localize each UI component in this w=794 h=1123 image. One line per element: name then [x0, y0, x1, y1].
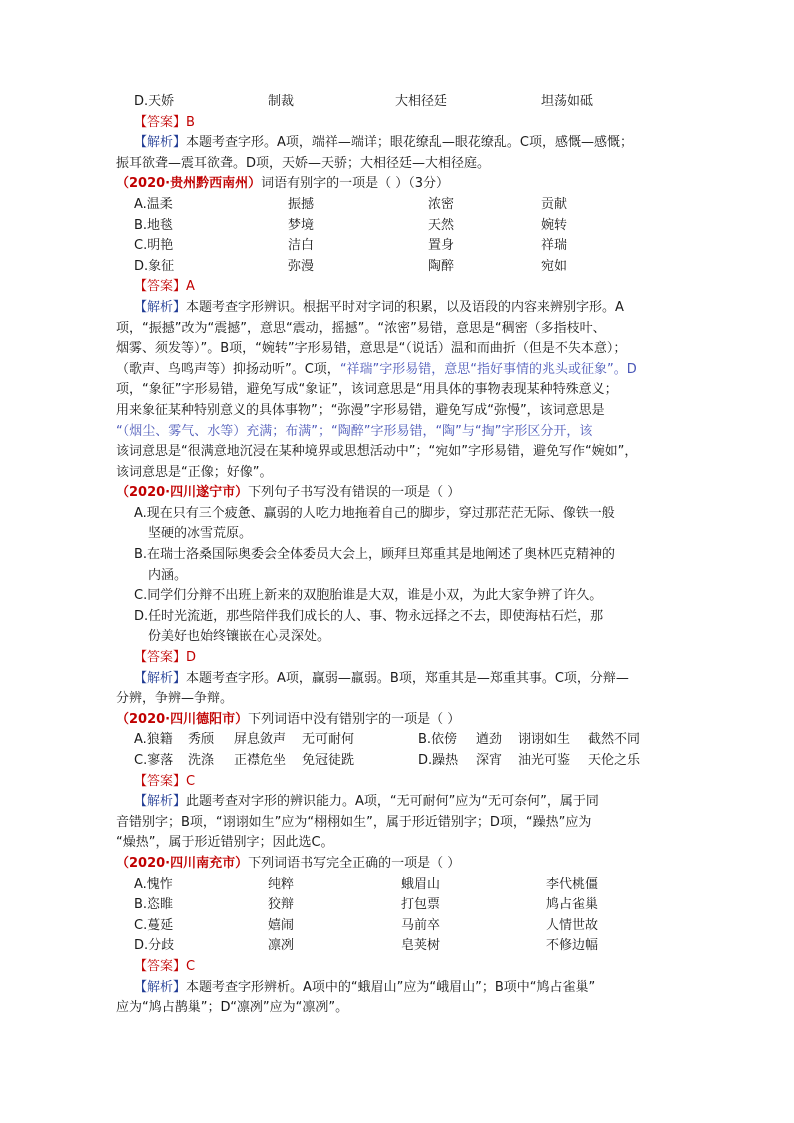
- q5-header: [116, 854, 706, 875]
- q3-source: （2020·四川遂宁市）: [116, 485, 249, 501]
- q5-answer: [116, 957, 706, 978]
- content: [116, 92, 706, 1019]
- q5-c-3: 马前卒: [401, 917, 441, 933]
- q1-analysis-2: 振耳欲聋—震耳欲聋。D项，天娇—天骄；大相径廷—大相径庭。: [116, 155, 491, 171]
- q2-analysis-9: 该词意思是“正像；好像”。: [116, 464, 273, 480]
- q2-analysis-7: “（烟尘、雾气、水等）充满；布满”；“陶醉”字形易错，“陶”与“掏”字形区分开，该: [116, 423, 593, 439]
- q3-option-b-2: 内涵。: [148, 567, 188, 583]
- q2-b-2: 梦境: [288, 217, 315, 233]
- q2-option-b: [116, 216, 706, 237]
- q2-option-a: [116, 195, 706, 216]
- q2-analysis-8: 该词意思是“很满意地沉浸在某种境界或思想活动中”；“宛如”字形易错，避免写作“婉如”，: [116, 444, 638, 460]
- q4-options-cd: [116, 751, 706, 772]
- q2-analysis-3: 烟雾、须发等）”。B项，“婉转”字形易错，意思是“（说话）温和而曲折（但是不失本意）；: [116, 341, 627, 357]
- q4-a-3: 屏息敛声: [234, 732, 287, 748]
- q3-option-a-1: A.现在只有三个疲惫、赢弱的人吃力地拖着自己的脚步，穿过那茫茫无际、像铁一般: [134, 505, 615, 521]
- q5-option-d: [116, 936, 706, 957]
- q5-c-4: 人情世故: [546, 917, 599, 933]
- q5-analysis-2: 应为“鸠占鹊巢”；D“凛冽”应为“凛冽”。: [116, 1000, 349, 1016]
- analysis-tag: 【解析】: [134, 979, 187, 995]
- q4-c-3: 正襟危坐: [234, 753, 287, 768]
- q1-option-d: [116, 92, 706, 113]
- analysis-text: 本题考查字形。A项，赢弱—羸弱。B项，郑重其是—郑重其事。C项，分辩—: [186, 670, 629, 686]
- q2-c-1: C.明艳: [134, 238, 174, 254]
- q5-a-1: A.愧怍: [134, 876, 173, 892]
- q4-d-2: 深宵: [476, 753, 503, 768]
- answer-value: A: [186, 279, 195, 295]
- q2-a-3: 浓密: [428, 196, 455, 212]
- analysis-text: 本题考查字形辨析。A项中的“蛾眉山”应为“峨眉山”；B项中“鸠占雀巢”: [186, 979, 596, 995]
- answer-value: C: [186, 773, 196, 789]
- answer-value: D: [186, 650, 197, 666]
- q4-a-2: 秀颀: [188, 732, 215, 748]
- q5-d-1: D.分歧: [134, 938, 175, 954]
- analysis-tag: 【解析】: [134, 299, 187, 315]
- q4-question: 下列词语中没有错别字的一项是（ ）: [248, 711, 461, 727]
- q5-question: 下列词语书写完全正确的一项是（ ）: [248, 855, 461, 871]
- analysis-tag: 【解析】: [134, 794, 187, 810]
- q1-d-2: 制裁: [268, 94, 295, 109]
- q1-d-1: D.天娇: [134, 94, 175, 109]
- q5-d-3: 皂荚树: [401, 938, 441, 954]
- q1-analysis-1: [116, 133, 706, 154]
- q1-d-4: 坦荡如砥: [541, 94, 594, 109]
- q4-a-4: 无可耐何: [302, 732, 355, 748]
- q2-b-4: 婉转: [541, 217, 568, 233]
- analysis-text: 此题考查对字形的辨识能力。A项，“无可耐何”应为“无可奈何”，属于同: [186, 794, 599, 810]
- answer-tag: 【答案】: [134, 958, 187, 974]
- q2-d-2: 弥漫: [288, 258, 315, 274]
- q2-analysis-4: [116, 360, 706, 381]
- q4-b-3: 诩诩如生: [518, 732, 571, 748]
- q5-a-3: 蛾眉山: [401, 876, 441, 892]
- q4-d-3: 油光可鉴: [518, 753, 571, 768]
- q5-b-1: B.恣睢: [134, 897, 174, 913]
- q3-analysis-1: [116, 669, 706, 690]
- q3-option-c: C.同学们分辩不出班上新来的双胞胎谁是大双，谁是小双，为此大家争辨了许久。: [134, 588, 603, 604]
- q4-c-4: 免冠徒跣: [302, 753, 355, 768]
- q2-analysis-4a: （歌声、鸟鸣声等）抑扬动听”。C项，: [116, 361, 340, 377]
- q4-c-2: 洗涤: [188, 753, 215, 768]
- q4-c-1: C.寥落: [134, 753, 174, 768]
- q2-a-4: 贡献: [541, 196, 568, 212]
- q2-analysis-1: [116, 298, 706, 319]
- q2-d-3: 陶醉: [428, 258, 455, 274]
- q5-option-a: [116, 875, 706, 896]
- q2-b-3: 天然: [428, 217, 455, 233]
- q4-b-2: 遒劲: [476, 732, 503, 748]
- q2-a-2: 振撼: [288, 196, 315, 212]
- q3-option-b-1: B.在瑞士洛桑国际奥委会全体委员大会上，顾拜旦郑重其是地阐述了奥林匹克精神的: [134, 547, 616, 563]
- q2-answer: [116, 277, 706, 298]
- q4-analysis-2: 音错别字；B项，“诩诩如生”应为“栩栩如生”，属于形近错别字；D项，“躁热”应为: [116, 814, 592, 830]
- q4-source: （2020·四川德阳市）: [116, 711, 249, 727]
- q3-question: 下列句子书写没有错误的一项是（ ）: [248, 485, 461, 501]
- q4-a-1: A.狼籍: [134, 732, 173, 748]
- q5-d-4: 不修边幅: [546, 938, 599, 954]
- q3-answer: [116, 648, 706, 669]
- q2-b-1: B.地毯: [134, 217, 174, 233]
- q3-option-d-1: D.任时光流逝，那些陪伴我们成长的人、事、物永远择之不去，即使海枯石烂，那: [134, 608, 604, 624]
- q5-a-4: 李代桃僵: [546, 876, 599, 892]
- q5-d-2: 凛冽: [268, 938, 295, 954]
- q5-a-2: 纯粹: [268, 876, 295, 892]
- q1-answer: [116, 113, 706, 134]
- q2-c-4: 祥瑞: [541, 238, 568, 254]
- analysis-tag: 【解析】: [134, 135, 187, 151]
- q4-analysis-1: [116, 792, 706, 813]
- q5-option-b: [116, 895, 706, 916]
- answer-value: C: [186, 958, 196, 974]
- answer-tag: 【答案】: [134, 650, 187, 666]
- q3-option-a-2: 坚硬的冰雪荒原。: [148, 526, 253, 542]
- q5-b-2: 狡辩: [268, 897, 295, 913]
- q2-option-d: [116, 257, 706, 278]
- q5-b-3: 打包票: [401, 897, 441, 913]
- q2-d-1: D.象征: [134, 258, 175, 274]
- q2-source: （2020·贵州黔西南州）: [116, 176, 262, 192]
- q2-analysis-6: 用来象征某种特别意义的具体事物”；“弥漫”字形易错，避免写成“弥慢”，该词意思是: [116, 402, 605, 418]
- q2-d-4: 宛如: [541, 258, 568, 274]
- q4-b-1: B.依傍: [418, 732, 458, 748]
- answer-value: B: [186, 114, 195, 130]
- q2-c-3: 置身: [428, 238, 455, 254]
- q4-d-1: D.躁热: [418, 753, 459, 768]
- q4-d-4: 天伦之乐: [588, 753, 641, 768]
- q5-option-c: [116, 916, 706, 937]
- q2-option-c: [116, 236, 706, 257]
- q3-analysis-2: 分辨，争辨—争辩。: [116, 691, 234, 707]
- q4-options-ab: [116, 730, 706, 751]
- answer-tag: 【答案】: [134, 773, 187, 789]
- q5-b-4: 鸠占雀巢: [546, 897, 599, 913]
- q2-analysis-4-blue: “祥瑞”字形易错，意思“指好事情的兆头或征象”。D: [339, 361, 637, 377]
- q4-answer: [116, 772, 706, 793]
- q4-b-4: 截然不同: [588, 732, 641, 748]
- q2-analysis-2: 项，“振撼”改为“震撼”，意思“震动，摇撼”。“浓密”易错，意思是“稠密（多指枝叶、: [116, 320, 606, 336]
- answer-tag: 【答案】: [134, 279, 187, 295]
- q4-analysis-3: “燥热”，属于形近错别字；因此选C。: [116, 835, 334, 851]
- q2-question: 词语有别字的一项是（ ）（3分）: [261, 176, 450, 192]
- q5-source: （2020·四川南充市）: [116, 855, 249, 871]
- q1-d-3: 大相径廷: [395, 94, 448, 109]
- q2-a-1: A.温柔: [134, 196, 173, 212]
- analysis-tag: 【解析】: [134, 670, 187, 686]
- analysis-text: 本题考查字形辨识。根据平时对字词的积累，以及语段的内容来辨别字形。A: [186, 299, 624, 315]
- q2-header: [116, 174, 706, 195]
- q5-c-1: C.蔓延: [134, 917, 174, 933]
- analysis-text: 本题考查字形。A项，端祥—端详；眼花缭乱—眼花缭乱。C项，感慨—感慨；: [186, 135, 633, 151]
- q2-c-2: 洁白: [288, 238, 315, 254]
- q3-option-d-2: 份美好也始终镶嵌在心灵深处。: [148, 629, 331, 645]
- q5-analysis-1: [116, 978, 706, 999]
- q4-header: [116, 710, 706, 731]
- answer-tag: 【答案】: [134, 114, 187, 130]
- q3-header: [116, 483, 706, 504]
- q2-analysis-5: 项，“象征”字形易错，避免写成“象证”，该词意思是“用具体的事物表现某种特殊意义；: [116, 382, 618, 398]
- q5-c-2: 嬉闹: [268, 917, 295, 933]
